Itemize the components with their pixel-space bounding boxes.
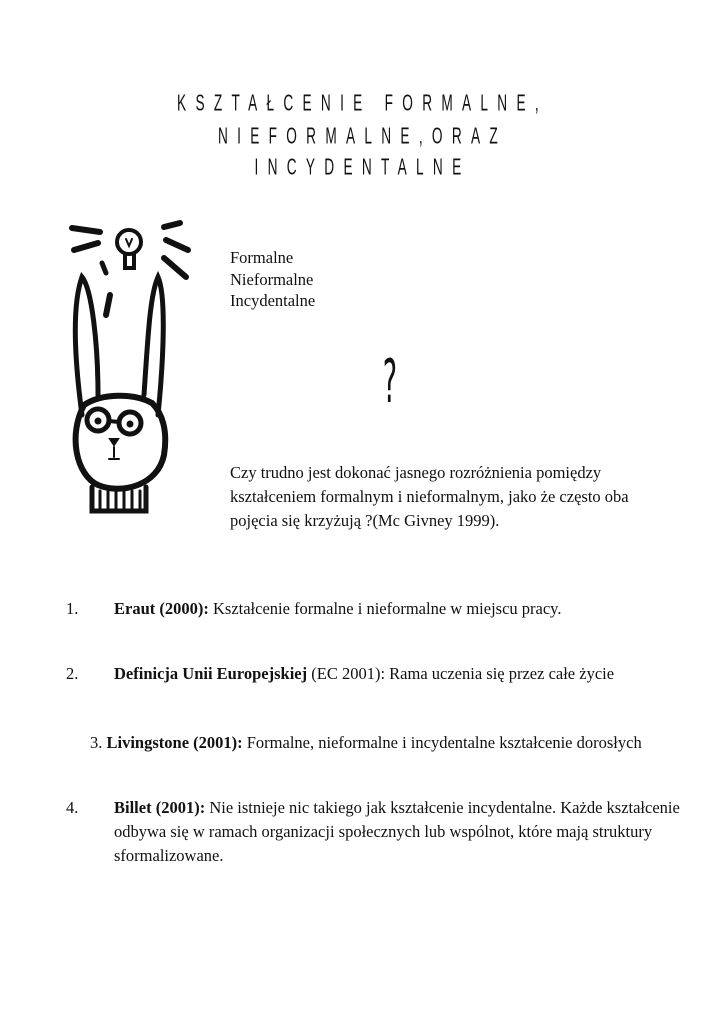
reference-text: Nie istnieje nic takiego jak kształcenie incydentalne. Każde kształcenie odbywa się w ramach organizacji społecznych lub wspólnot, które mają struktury sformalizowane. xyxy=(114,798,680,865)
reference-number: 3. xyxy=(90,733,103,752)
reference-item xyxy=(66,662,714,686)
reference-author: Definicja Unii Europejskiej xyxy=(114,664,308,683)
type-incidental: Incydentalne xyxy=(230,291,316,310)
question-text: Czy trudno jest dokonać jasnego rozróżnienia pomiędzy kształceniem formalnym i nieformalnym, jako że często oba pojęcia się krzyżują ?(Mc Givney 1999). xyxy=(230,463,629,530)
learning-types-list xyxy=(230,247,315,312)
reference-number: 1. xyxy=(66,599,79,618)
reference-number: 2. xyxy=(66,664,79,683)
type-nonformal: Nieformalne xyxy=(230,269,314,289)
reference-item xyxy=(66,597,714,621)
reference-author: Eraut (2000): xyxy=(114,599,209,618)
reference-item xyxy=(90,731,690,755)
reference-author: Billet (2001): xyxy=(114,798,206,817)
reference-author: Livingstone (2001): xyxy=(106,733,243,752)
reference-text: (EC 2001): Rama uczenia się przez całe życie xyxy=(307,664,615,683)
rabbit-lightbulb-illustration xyxy=(62,215,202,515)
reference-number: 4. xyxy=(66,798,79,817)
reference-text: Formalne, nieformalne i incydentalne kształcenie dorosłych xyxy=(242,733,642,752)
title-line-2: NIEFORMALNE,ORAZ xyxy=(217,122,507,149)
reference-item xyxy=(66,796,714,868)
type-formal: Formalne xyxy=(230,248,294,267)
reference-text: Kształcenie formalne i nieformalne w miejscu pracy. xyxy=(208,599,562,618)
question-mark: ? xyxy=(382,347,398,417)
title-line-1: KSZTAŁCENIE FORMALNE, xyxy=(177,89,548,116)
title-line-3: INCYDENTALNE xyxy=(254,153,471,180)
